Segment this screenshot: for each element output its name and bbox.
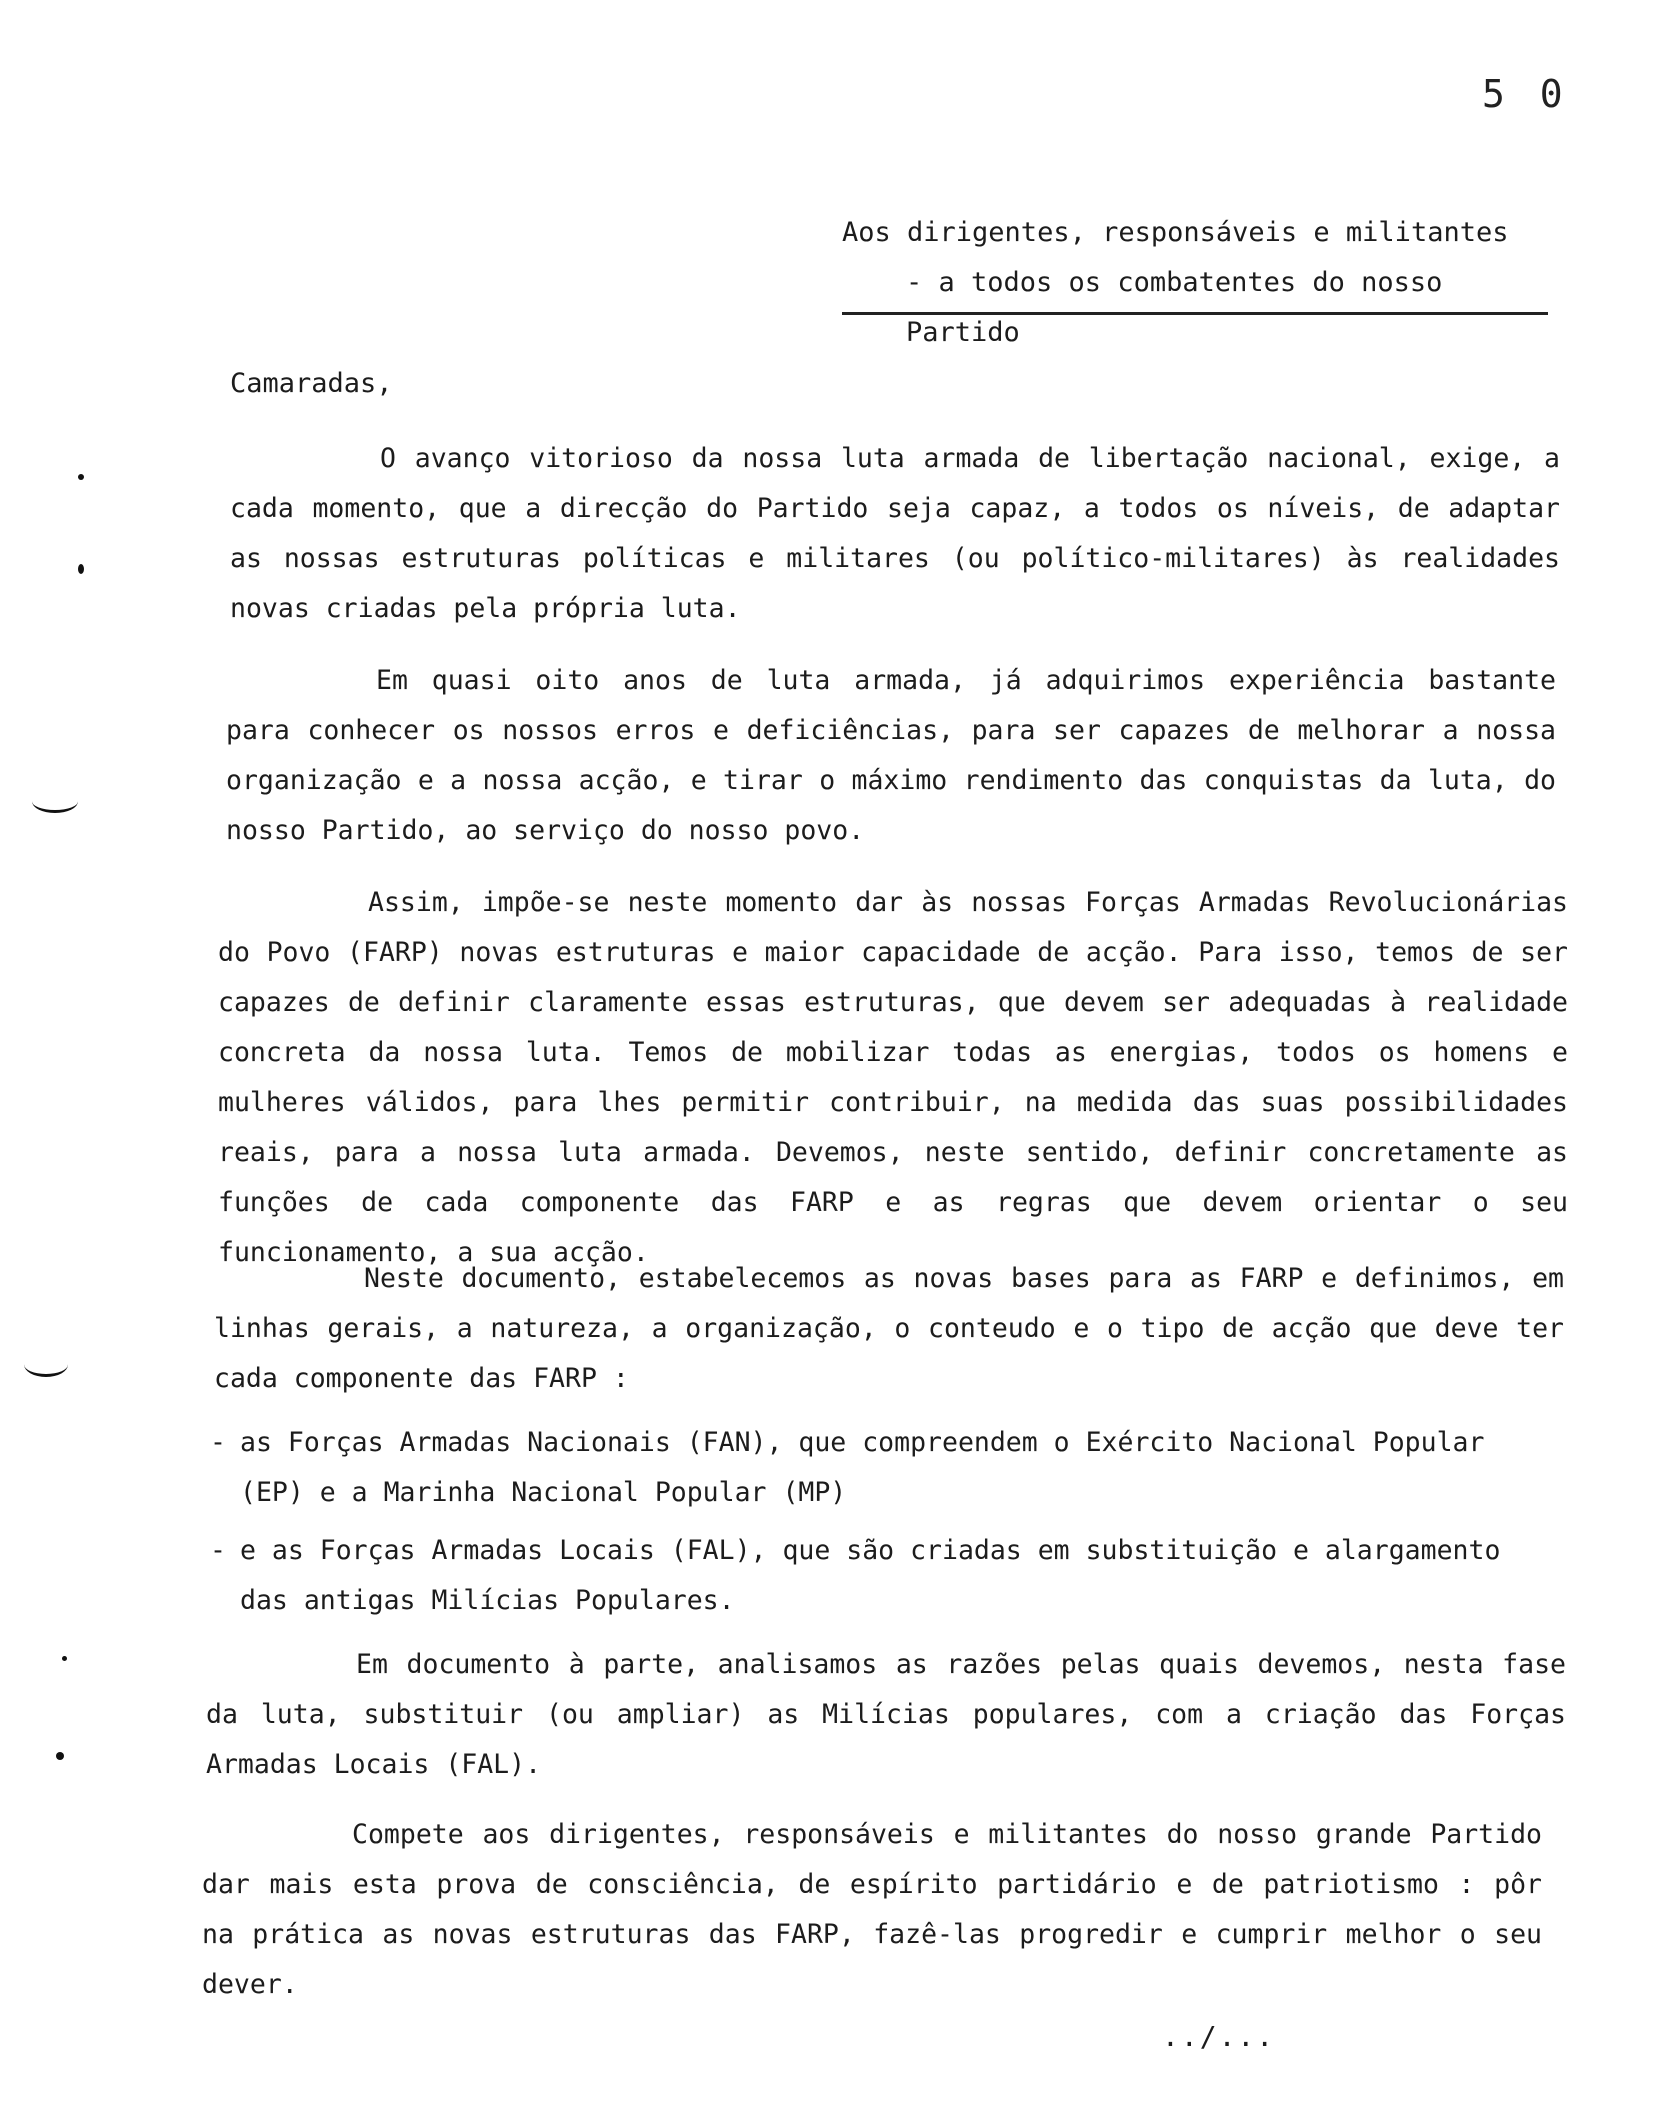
paragraph-1 — [230, 434, 1560, 634]
paragraph-4 — [214, 1254, 1564, 1404]
paragraph-3 — [218, 878, 1568, 1278]
paragraph-6-text: Compete aos dirigentes, responsáveis e militantes do nosso grande Partido dar mais esta prova de consciência, de espírito partidário e de patriotismo : pôr na prática as novas estruturas das FARP, fazê-las progredir e cumprir melhor o seu dever. — [202, 1819, 1542, 2000]
address-line-1: Aos dirigentes, responsáveis e militantes — [842, 217, 1509, 248]
address-line-2: - a todos os combatentes do nosso Partido — [906, 267, 1443, 348]
margin-speck — [78, 564, 84, 574]
continuation-mark: ../... — [1162, 2020, 1276, 2053]
list-item-text: as Forças Armadas Nacionais (FAN), que compreendem o Exército Nacional Popular (EP) e a Marinha Nacional Popular (MP) — [240, 1427, 1485, 1508]
address-underline — [842, 312, 1548, 315]
margin-speck — [56, 1752, 64, 1760]
list-dash: - — [210, 1535, 226, 1566]
margin-speck — [78, 474, 84, 480]
salutation: Camaradas, — [230, 368, 393, 399]
paragraph-3-text: Assim, impõe-se neste momento dar às nossas Forças Armadas Revolucionárias do Povo (FARP) novas estruturas e maior capacidade de acção. Para isso, temos de ser capazes de definir claramente essas estruturas, que devem ser adequadas à realidade concreta da nossa luta. Temos de mobilizar todas as energias, todos os homens e mulheres válidos, para lhes permitir contribuir, na medida das suas possibilidades reais, para a nossa luta armada. Devemos, neste sentido, definir concretamente as funções de cada componente das FARP e as regras que devem orientar o seu funcionamento, a sua acção. — [218, 887, 1568, 1268]
paragraph-5 — [206, 1640, 1566, 1790]
paragraph-2-text: Em quasi oito anos de luta armada, já adquirimos experiência bastante para conhecer os nossos erros e deficiências, para ser capazes de melhorar a nossa organização e a nossa acção, e tirar o máximo rendimento das conquistas da luta, do nosso Partido, ao serviço do nosso povo. — [226, 665, 1556, 846]
address-block — [842, 208, 1548, 358]
paragraph-5-text: Em documento à parte, analisamos as razões pelas quais devemos, nesta fase da luta, substituir (ou ampliar) as Milícias populares, com a criação das Forças Armadas Locais (FAL). — [206, 1649, 1566, 1780]
list-item — [210, 1526, 1550, 1626]
components-list — [210, 1418, 1550, 1634]
punch-hole-mark — [24, 1352, 68, 1377]
page-number: 5 0 — [1482, 72, 1569, 116]
paragraph-1-text: O avanço vitorioso da nossa luta armada de libertação nacional, exige, a cada momento, que a direcção do Partido seja capaz, a todos os níveis, de adaptar as nossas estruturas políticas e militares (ou político-militares) às realidades novas criadas pela própria luta. — [230, 443, 1560, 624]
margin-speck — [62, 1656, 67, 1661]
paragraph-4-text: Neste documento, estabelecemos as novas bases para as FARP e definimos, em linhas gerais, a natureza, a organização, o conteudo e o tipo de acção que deve ter cada componente das FARP : — [214, 1263, 1564, 1394]
list-dash: - — [210, 1427, 226, 1458]
punch-hole-mark — [32, 790, 78, 813]
paragraph-2 — [226, 656, 1556, 856]
list-item — [210, 1418, 1550, 1518]
paragraph-6 — [202, 1810, 1542, 2010]
list-item-text: e as Forças Armadas Locais (FAL), que são criadas em substituição e alargamento das antigas Milícias Populares. — [240, 1535, 1501, 1616]
